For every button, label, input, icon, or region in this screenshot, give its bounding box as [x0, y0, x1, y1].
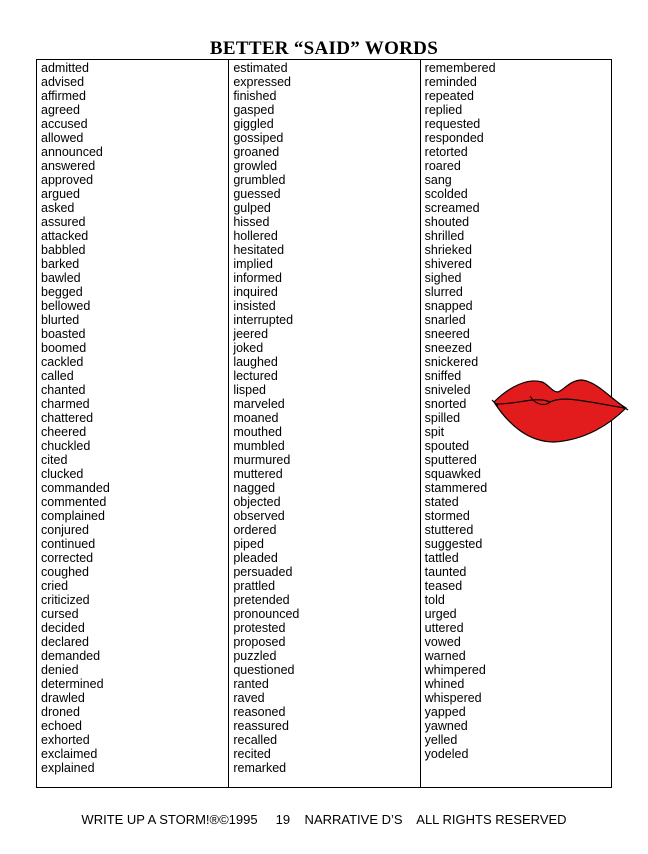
word-item: sputtered [424, 453, 477, 467]
word-item: reasoned [233, 705, 286, 719]
word-item: lectured [233, 369, 278, 383]
word-item: called [41, 369, 74, 383]
word-item: snarled [424, 313, 466, 327]
word-item: commanded [41, 481, 110, 495]
word-item: snapped [424, 299, 473, 313]
word-item: advised [41, 75, 85, 89]
word-item: approved [41, 173, 94, 187]
word-item: continued [41, 537, 96, 551]
word-item: ranted [233, 677, 269, 691]
word-item: pretended [233, 593, 290, 607]
word-item: reminded [424, 75, 477, 89]
word-item: asked [41, 201, 75, 215]
word-item: affirmed [41, 89, 86, 103]
word-item: chattered [41, 411, 94, 425]
word-item: implied [233, 257, 273, 271]
word-item: protested [233, 621, 286, 635]
word-item: boasted [41, 327, 86, 341]
word-item: argued [41, 187, 80, 201]
word-item: stated [424, 495, 459, 509]
word-item: laughed [233, 355, 278, 369]
word-item: expressed [233, 75, 292, 89]
word-item: estimated [233, 61, 288, 75]
word-item: exclaimed [41, 747, 98, 761]
word-item: clucked [41, 467, 84, 481]
word-item: commented [41, 495, 107, 509]
word-item: exhorted [41, 733, 90, 747]
word-item: sneezed [424, 341, 472, 355]
word-item: whimpered [424, 663, 486, 677]
word-item: admitted [41, 61, 89, 75]
word-item: hissed [233, 215, 270, 229]
word-item: drawled [41, 691, 85, 705]
word-item: attacked [41, 229, 89, 243]
word-item: joked [233, 341, 264, 355]
word-item: hesitated [233, 243, 285, 257]
word-item: explained [41, 761, 95, 775]
word-item: guessed [233, 187, 281, 201]
word-item: roared [424, 159, 461, 173]
word-item: hollered [233, 229, 278, 243]
word-item: announced [41, 145, 103, 159]
word-item: answered [41, 159, 96, 173]
word-item: persuaded [233, 565, 293, 579]
word-item: urged [424, 607, 457, 621]
word-item: stammered [424, 481, 488, 495]
word-item: snickered [424, 355, 479, 369]
word-item: charmed [41, 397, 90, 411]
word-item: uttered [424, 621, 464, 635]
word-item: determined [41, 677, 104, 691]
word-item: reassured [233, 719, 289, 733]
word-item: raved [233, 691, 265, 705]
word-item: declared [41, 635, 89, 649]
word-item: shivered [424, 257, 472, 271]
word-column-2 [228, 60, 419, 787]
word-item: insisted [233, 299, 276, 313]
word-item: corrected [41, 551, 94, 565]
word-item: droned [41, 705, 80, 719]
word-item: observed [233, 509, 285, 523]
word-item: growled [233, 159, 278, 173]
word-item: barked [41, 257, 80, 271]
word-item: assured [41, 215, 86, 229]
word-item: giggled [233, 117, 274, 131]
word-item: informed [233, 271, 282, 285]
word-item: puzzled [233, 649, 277, 663]
word-item: chuckled [41, 439, 91, 453]
word-item: sniffed [424, 369, 462, 383]
word-item: requested [424, 117, 481, 131]
word-item: snorted [424, 397, 467, 411]
word-item: warned [424, 649, 466, 663]
word-item: tattled [424, 551, 459, 565]
word-item: gulped [233, 201, 271, 215]
red-lips-icon [490, 376, 630, 446]
word-item: bellowed [41, 299, 91, 313]
word-item: remarked [233, 761, 287, 775]
word-item: spit [424, 425, 445, 439]
word-item: vowed [424, 635, 461, 649]
word-item: pronounced [233, 607, 300, 621]
word-item: decided [41, 621, 85, 635]
word-item: suggested [424, 537, 483, 551]
word-item: accused [41, 117, 88, 131]
word-item: ordered [233, 523, 277, 537]
word-item: complained [41, 509, 105, 523]
word-item: yapped [424, 705, 466, 719]
footer-copyright: WRITE UP A STORM!®©1995 19 NARRATIVE D’S ALL RIGHTS RESERVED [81, 812, 567, 827]
word-item: bawled [41, 271, 81, 285]
word-item: blurted [41, 313, 80, 327]
word-item: jeered [233, 327, 269, 341]
word-item: mouthed [233, 425, 282, 439]
word-item: finished [233, 89, 277, 103]
word-item: pleaded [233, 551, 278, 565]
word-item: marveled [233, 397, 285, 411]
word-item: piped [233, 537, 264, 551]
word-item: yodeled [424, 747, 469, 761]
word-item: inquired [233, 285, 278, 299]
word-item: recalled [233, 733, 278, 747]
word-item: nagged [233, 481, 276, 495]
word-item: shrieked [424, 243, 472, 257]
word-item: repeated [424, 89, 475, 103]
word-item: cursed [41, 607, 79, 621]
word-item: objected [233, 495, 281, 509]
word-item: shouted [424, 215, 470, 229]
word-item: told [424, 593, 445, 607]
word-item: criticized [41, 593, 90, 607]
word-item: retorted [424, 145, 468, 159]
word-item: scolded [424, 187, 468, 201]
word-item: denied [41, 663, 79, 677]
word-item: mumbled [233, 439, 285, 453]
word-item: gossiped [233, 131, 284, 145]
word-item: echoed [41, 719, 83, 733]
word-item: coughed [41, 565, 89, 579]
word-item: conjured [41, 523, 89, 537]
word-item: screamed [424, 201, 480, 215]
word-item: stormed [424, 509, 470, 523]
word-item: sniveled [424, 383, 471, 397]
word-item: allowed [41, 131, 84, 145]
word-item: begged [41, 285, 83, 299]
word-item: squawked [424, 467, 481, 481]
word-item: cheered [41, 425, 87, 439]
word-item: sighed [424, 271, 462, 285]
word-item: whispered [424, 691, 482, 705]
word-item: spouted [424, 439, 470, 453]
word-item: taunted [424, 565, 467, 579]
word-item: cried [41, 579, 69, 593]
word-item: replied [424, 103, 463, 117]
word-item: cited [41, 453, 68, 467]
word-item: prattled [233, 579, 276, 593]
word-item: yelled [424, 733, 458, 747]
word-item: shrilled [424, 229, 465, 243]
word-item: lisped [233, 383, 266, 397]
word-item: chanted [41, 383, 86, 397]
word-item: yawned [424, 719, 468, 733]
word-item: demanded [41, 649, 101, 663]
word-item: grumbled [233, 173, 286, 187]
word-item: whined [424, 677, 465, 691]
word-item: babbled [41, 243, 86, 257]
word-item: cackled [41, 355, 84, 369]
word-item: muttered [233, 467, 283, 481]
word-item: responded [424, 131, 484, 145]
word-item: murmured [233, 453, 291, 467]
word-item: agreed [41, 103, 80, 117]
word-item: sneered [424, 327, 470, 341]
word-column-1 [37, 60, 228, 787]
word-item: spilled [424, 411, 461, 425]
word-item: groaned [233, 145, 280, 159]
word-item: moaned [233, 411, 279, 425]
word-item: recited [233, 747, 271, 761]
word-item: gasped [233, 103, 275, 117]
word-item: stuttered [424, 523, 474, 537]
word-item: remembered [424, 61, 496, 75]
word-item: proposed [233, 635, 286, 649]
page-title: BETTER “SAID” WORDS [209, 38, 439, 59]
word-item: questioned [233, 663, 295, 677]
word-item: boomed [41, 341, 87, 355]
word-item: interrupted [233, 313, 294, 327]
word-item: sang [424, 173, 452, 187]
word-item: slurred [424, 285, 463, 299]
word-item: teased [424, 579, 463, 593]
